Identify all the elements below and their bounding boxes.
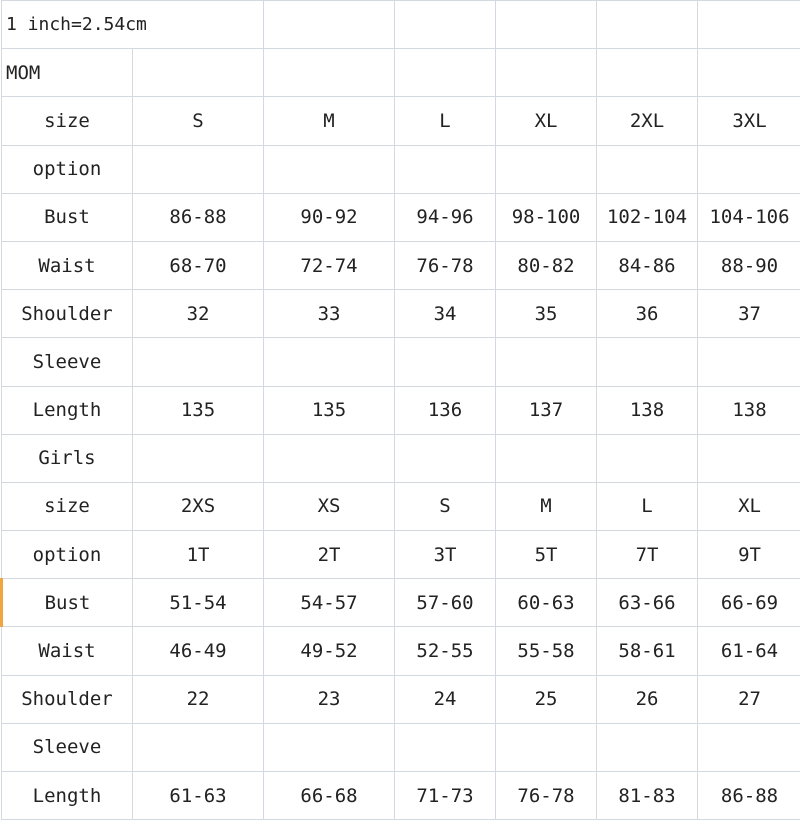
length-cell: 86-88	[698, 772, 800, 820]
mom-title-row	[2, 49, 800, 97]
shoulder-cell: 23	[264, 675, 395, 723]
row-label: option	[2, 531, 133, 579]
shoulder-cell: 34	[395, 290, 496, 338]
bust-cell: 66-69	[698, 579, 800, 627]
mom-option-row	[2, 145, 800, 193]
length-cell: 61-63	[133, 772, 264, 820]
bust-cell: 102-104	[597, 193, 698, 241]
waist-cell: 84-86	[597, 241, 698, 289]
shoulder-cell: 35	[496, 290, 597, 338]
row-label: option	[2, 145, 133, 193]
mom-waist-row	[2, 241, 800, 289]
length-cell: 138	[597, 386, 698, 434]
shoulder-cell: 36	[597, 290, 698, 338]
size-cell: XL	[496, 97, 597, 145]
option-cell: 3T	[395, 531, 496, 579]
girls-bust-row	[2, 579, 800, 627]
shoulder-cell: 33	[264, 290, 395, 338]
row-label: Waist	[2, 241, 133, 289]
girls-sleeve-row	[2, 723, 800, 771]
unit-note-row	[2, 1, 800, 49]
size-cell: XS	[264, 482, 395, 530]
bust-cell: 94-96	[395, 193, 496, 241]
size-cell: M	[496, 482, 597, 530]
waist-cell: 61-64	[698, 627, 800, 675]
length-cell: 81-83	[597, 772, 698, 820]
waist-cell: 76-78	[395, 241, 496, 289]
waist-cell: 49-52	[264, 627, 395, 675]
row-label: Shoulder	[2, 675, 133, 723]
mom-section-title: MOM	[2, 49, 133, 97]
bust-cell: 104-106	[698, 193, 800, 241]
option-cell: 7T	[597, 531, 698, 579]
option-cell: 2T	[264, 531, 395, 579]
row-label: Sleeve	[2, 338, 133, 386]
girls-size-row	[2, 482, 800, 530]
bust-cell: 63-66	[597, 579, 698, 627]
row-label: Length	[2, 386, 133, 434]
length-cell: 71-73	[395, 772, 496, 820]
size-cell: L	[597, 482, 698, 530]
mom-shoulder-row	[2, 290, 800, 338]
bust-cell: 90-92	[264, 193, 395, 241]
row-label: Bust	[2, 579, 133, 627]
waist-cell: 55-58	[496, 627, 597, 675]
shoulder-cell: 37	[698, 290, 800, 338]
girls-shoulder-row	[2, 675, 800, 723]
shoulder-cell: 32	[133, 290, 264, 338]
length-cell: 135	[264, 386, 395, 434]
size-cell: XL	[698, 482, 800, 530]
length-cell: 136	[395, 386, 496, 434]
girls-length-row	[2, 772, 800, 820]
length-cell: 137	[496, 386, 597, 434]
size-cell: 2XL	[597, 97, 698, 145]
waist-cell: 88-90	[698, 241, 800, 289]
size-cell: L	[395, 97, 496, 145]
waist-cell: 80-82	[496, 241, 597, 289]
size-cell: S	[133, 97, 264, 145]
length-cell: 76-78	[496, 772, 597, 820]
waist-cell: 46-49	[133, 627, 264, 675]
size-cell: 2XS	[133, 482, 264, 530]
mom-size-row	[2, 97, 800, 145]
girls-title-row	[2, 434, 800, 482]
size-cell: S	[395, 482, 496, 530]
waist-cell: 72-74	[264, 241, 395, 289]
length-cell: 135	[133, 386, 264, 434]
length-cell: 66-68	[264, 772, 395, 820]
bust-cell: 98-100	[496, 193, 597, 241]
length-cell: 138	[698, 386, 800, 434]
bust-cell: 54-57	[264, 579, 395, 627]
girls-option-row	[2, 531, 800, 579]
shoulder-cell: 27	[698, 675, 800, 723]
girls-section-title: Girls	[2, 434, 133, 482]
row-label: size	[2, 482, 133, 530]
mom-length-row	[2, 386, 800, 434]
option-cell: 9T	[698, 531, 800, 579]
row-label: Shoulder	[2, 290, 133, 338]
girls-waist-row	[2, 627, 800, 675]
bust-cell: 60-63	[496, 579, 597, 627]
waist-cell: 52-55	[395, 627, 496, 675]
waist-cell: 58-61	[597, 627, 698, 675]
shoulder-cell: 22	[133, 675, 264, 723]
bust-cell: 57-60	[395, 579, 496, 627]
shoulder-cell: 25	[496, 675, 597, 723]
row-label: Sleeve	[2, 723, 133, 771]
option-cell: 5T	[496, 531, 597, 579]
size-cell: 3XL	[698, 97, 800, 145]
waist-cell: 68-70	[133, 241, 264, 289]
row-label: Length	[2, 772, 133, 820]
mom-sleeve-row	[2, 338, 800, 386]
row-label: Bust	[2, 193, 133, 241]
mom-bust-row	[2, 193, 800, 241]
size-cell: M	[264, 97, 395, 145]
bust-cell: 86-88	[133, 193, 264, 241]
row-label: size	[2, 97, 133, 145]
row-label: Waist	[2, 627, 133, 675]
shoulder-cell: 26	[597, 675, 698, 723]
bust-cell: 51-54	[133, 579, 264, 627]
unit-note: 1 inch=2.54cm	[2, 1, 264, 49]
shoulder-cell: 24	[395, 675, 496, 723]
option-cell: 1T	[133, 531, 264, 579]
